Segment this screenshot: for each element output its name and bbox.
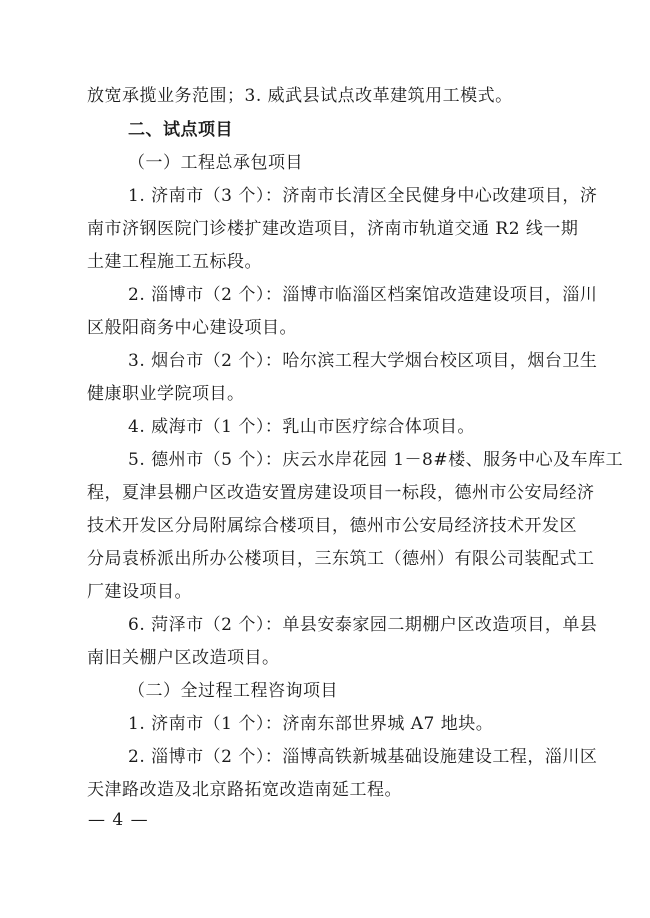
text-line: 2. 淄博市（2 个）：淄博高铁新城基础设施建设工程，淄川区	[128, 747, 598, 767]
text-line: 健康职业学院项目。	[87, 384, 245, 404]
text-line: 6. 菏泽市（2 个）：单县安泰家园二期棚户区改造项目，单县	[128, 615, 598, 635]
text-line: 南市济钢医院门诊楼扩建改造项目，济南市轨道交通 R2 线一期	[87, 219, 579, 239]
text-line: 技术开发区分局附属综合楼项目，德州市公安局经济技术开发区	[87, 516, 577, 536]
text-line: 分局袁桥派出所办公楼项目，三东筑工（德州）有限公司装配式工	[87, 549, 595, 569]
subsection-heading: （一）工程总承包项目	[128, 153, 303, 173]
text-line: 南旧关棚户区改造项目。	[87, 648, 280, 668]
text-line: 2. 淄博市（2 个）：淄博市临淄区档案馆改造建设项目，淄川	[128, 285, 598, 305]
text-line: 程，夏津县棚户区改造安置房建设项目一标段，德州市公安局经济	[87, 483, 595, 503]
text-line: 土建工程施工五标段。	[87, 252, 262, 272]
text-line: 5. 德州市（5 个）：庆云水岸花园 1－8#楼、服务中心及车库工	[128, 450, 624, 470]
text-line: 厂建设项目。	[87, 582, 192, 602]
text-line: 4. 威海市（1 个）：乳山市医疗综合体项目。	[128, 417, 475, 437]
text-line: 天津路改造及北京路拓宽改造南延工程。	[87, 780, 402, 800]
page-number: — 4 —	[88, 810, 149, 830]
text-line: 3. 烟台市（2 个）：哈尔滨工程大学烟台校区项目，烟台卫生	[128, 351, 598, 371]
text-line: 1. 济南市（3 个）：济南市长清区全民健身中心改建项目，济	[128, 186, 598, 206]
subsection-heading: （二）全过程工程咨询项目	[128, 681, 338, 701]
text-line: 1. 济南市（1 个）：济南东部世界城 A7 地块。	[128, 714, 494, 734]
text-line: 放宽承揽业务范围；3. 威武县试点改革建筑用工模式。	[87, 86, 513, 106]
text-line: 区般阳商务中心建设项目。	[87, 318, 297, 338]
section-heading: 二、试点项目	[128, 120, 233, 140]
